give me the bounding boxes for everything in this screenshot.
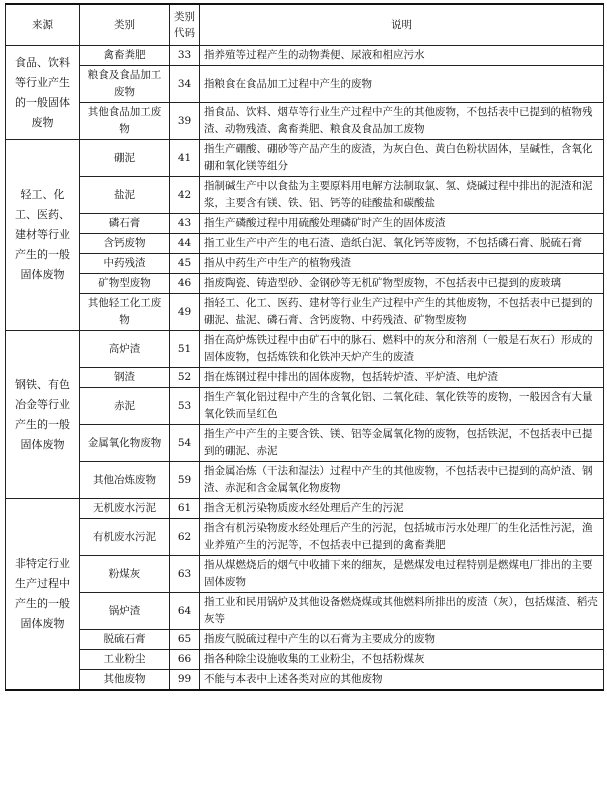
description-cell: 指制碱生产中以食盐为主要原料用电解方法制取氯、氢、烧碱过程中排出的泥渣和泥浆，主要含有镁、铁、铝、钙等的硅酸盐和碳酸盐	[200, 177, 604, 214]
table-header-row	[6, 4, 604, 46]
header-code: 类别代码	[170, 4, 200, 46]
category-cell: 无机废水污泥	[80, 499, 170, 519]
category-cell: 盐泥	[80, 177, 170, 214]
source-cell: 食品、饮料等行业产生的一般固体废物	[6, 46, 80, 140]
category-cell: 赤泥	[80, 388, 170, 425]
waste-classification-table	[5, 3, 604, 691]
code-cell: 42	[170, 177, 200, 214]
description-cell: 指含无机污染物质废水经处理后产生的污泥	[200, 499, 604, 519]
source-cell: 轻工、化工、医药、建材等行业产生的一般固体废物	[6, 140, 80, 331]
description-cell: 指养殖等过程产生的动物粪便、尿液和相应污水	[200, 46, 604, 66]
description-cell: 指在高炉炼铁过程中由矿石中的脉石、燃料中的灰分和溶剂（一般是石灰石）形成的固体废物，包括炼铁和化铁冲天炉产生的废渣	[200, 331, 604, 368]
source-cell: 非特定行业生产过程中产生的一般固体废物	[6, 499, 80, 691]
category-cell: 其他冶炼废物	[80, 462, 170, 499]
description-cell: 指废气脱硫过程中产生的以石膏为主要成分的废物	[200, 630, 604, 650]
table-row	[6, 650, 604, 670]
code-cell: 33	[170, 46, 200, 66]
code-cell: 51	[170, 331, 200, 368]
category-cell: 脱硫石膏	[80, 630, 170, 650]
description-cell: 指生产氧化铝过程中产生的含氧化铝、二氧化硅、氧化铁等的废物，一般因含有大量氧化铁而呈红色	[200, 388, 604, 425]
description-cell: 指生产中产生的主要含铁、镁、铝等金属氧化物的废物，包括铁泥，不包括表中已提到的硼泥、赤泥	[200, 425, 604, 462]
category-cell: 矿物型废物	[80, 274, 170, 294]
description-cell: 指轻工、化工、医药、建材等行业生产过程中产生的其他废物，不包括表中已提到的硼泥、盐泥、磷石膏、含钙废物、中药残渣、矿物型废物	[200, 294, 604, 331]
description-cell: 指在炼钢过程中排出的固体废物，包括转炉渣、平炉渣、电炉渣	[200, 368, 604, 388]
category-cell: 钢渣	[80, 368, 170, 388]
description-cell: 指金属冶炼（干法和湿法）过程中产生的其他废物，不包括表中已提到的高炉渣、钢渣、赤泥和含金属氧化物废物	[200, 462, 604, 499]
table-row	[6, 46, 604, 66]
category-cell: 其他轻工化工废物	[80, 294, 170, 331]
category-cell: 其他废物	[80, 670, 170, 691]
code-cell: 43	[170, 214, 200, 234]
category-cell: 工业粉尘	[80, 650, 170, 670]
code-cell: 49	[170, 294, 200, 331]
table-row	[6, 462, 604, 499]
table-row	[6, 556, 604, 593]
code-cell: 61	[170, 499, 200, 519]
code-cell: 62	[170, 519, 200, 556]
code-cell: 64	[170, 593, 200, 630]
description-cell: 指工业和民用锅炉及其他设备燃烧煤或其他燃料所排出的废渣（灰），包括煤渣、稻壳灰等	[200, 593, 604, 630]
header-source: 来源	[6, 4, 80, 46]
code-cell: 52	[170, 368, 200, 388]
code-cell: 46	[170, 274, 200, 294]
table-row	[6, 66, 604, 103]
description-cell: 不能与本表中上述各类对应的其他废物	[200, 670, 604, 691]
description-cell: 指含有机污染物废水经处理后产生的污泥，包括城市污水处理厂的生化活性污泥，渔业养殖产生的污泥等，不包括表中已提到的禽畜粪肥	[200, 519, 604, 556]
code-cell: 53	[170, 388, 200, 425]
category-cell: 金属氧化物废物	[80, 425, 170, 462]
description-cell: 指从中药生产中生产的植物残渣	[200, 254, 604, 274]
category-cell: 粮食及食品加工废物	[80, 66, 170, 103]
table-body	[6, 46, 604, 691]
category-cell: 硼泥	[80, 140, 170, 177]
category-cell: 磷石膏	[80, 214, 170, 234]
table-row	[6, 425, 604, 462]
description-cell: 指生产硼酸、硼砂等产品产生的废渣，为灰白色、黄白色粉状固体，呈碱性，含氧化硼和氧化镁等组分	[200, 140, 604, 177]
table-row	[6, 103, 604, 140]
category-cell: 中药残渣	[80, 254, 170, 274]
table-row	[6, 368, 604, 388]
table-row	[6, 274, 604, 294]
category-cell: 禽畜粪肥	[80, 46, 170, 66]
category-cell: 其他食品加工废物	[80, 103, 170, 140]
category-cell: 含钙废物	[80, 234, 170, 254]
code-cell: 65	[170, 630, 200, 650]
code-cell: 41	[170, 140, 200, 177]
description-cell: 指生产磷酸过程中用硫酸处理磷矿时产生的固体废渣	[200, 214, 604, 234]
description-cell: 指废陶瓷、铸造型砂、金钢砂等无机矿物型废物，不包括表中已提到的废玻璃	[200, 274, 604, 294]
description-cell: 指工业生产中产生的电石渣、造纸白泥、氧化钙等废物，不包括磷石膏、脱硫石膏	[200, 234, 604, 254]
code-cell: 34	[170, 66, 200, 103]
table-row	[6, 388, 604, 425]
header-description: 说明	[200, 4, 604, 46]
code-cell: 54	[170, 425, 200, 462]
code-cell: 39	[170, 103, 200, 140]
category-cell: 锅炉渣	[80, 593, 170, 630]
table-row	[6, 593, 604, 630]
table-row	[6, 331, 604, 368]
source-cell: 钢铁、有色冶金等行业产生的一般固体废物	[6, 331, 80, 499]
category-cell: 有机废水污泥	[80, 519, 170, 556]
description-cell: 指食品、饮料、烟草等行业生产过程中产生的其他废物，不包括表中已提到的植物残渣、动物残渣、禽畜粪肥、粮食及食品加工废物	[200, 103, 604, 140]
code-cell: 66	[170, 650, 200, 670]
table-row	[6, 234, 604, 254]
table-row	[6, 294, 604, 331]
table-row	[6, 499, 604, 519]
description-cell: 指各种除尘设施收集的工业粉尘，不包括粉煤灰	[200, 650, 604, 670]
table-row	[6, 214, 604, 234]
table-row	[6, 670, 604, 691]
table-row	[6, 254, 604, 274]
code-cell: 44	[170, 234, 200, 254]
category-cell: 高炉渣	[80, 331, 170, 368]
description-cell: 指从煤燃烧后的烟气中收捕下来的细灰，是燃煤发电过程特别是燃煤电厂排出的主要固体废物	[200, 556, 604, 593]
table-row	[6, 140, 604, 177]
header-category: 类别	[80, 4, 170, 46]
code-cell: 99	[170, 670, 200, 691]
table-row	[6, 630, 604, 650]
code-cell: 45	[170, 254, 200, 274]
code-cell: 59	[170, 462, 200, 499]
table-row	[6, 177, 604, 214]
description-cell: 指粮食在食品加工过程中产生的废物	[200, 66, 604, 103]
code-cell: 63	[170, 556, 200, 593]
category-cell: 粉煤灰	[80, 556, 170, 593]
table-row	[6, 519, 604, 556]
